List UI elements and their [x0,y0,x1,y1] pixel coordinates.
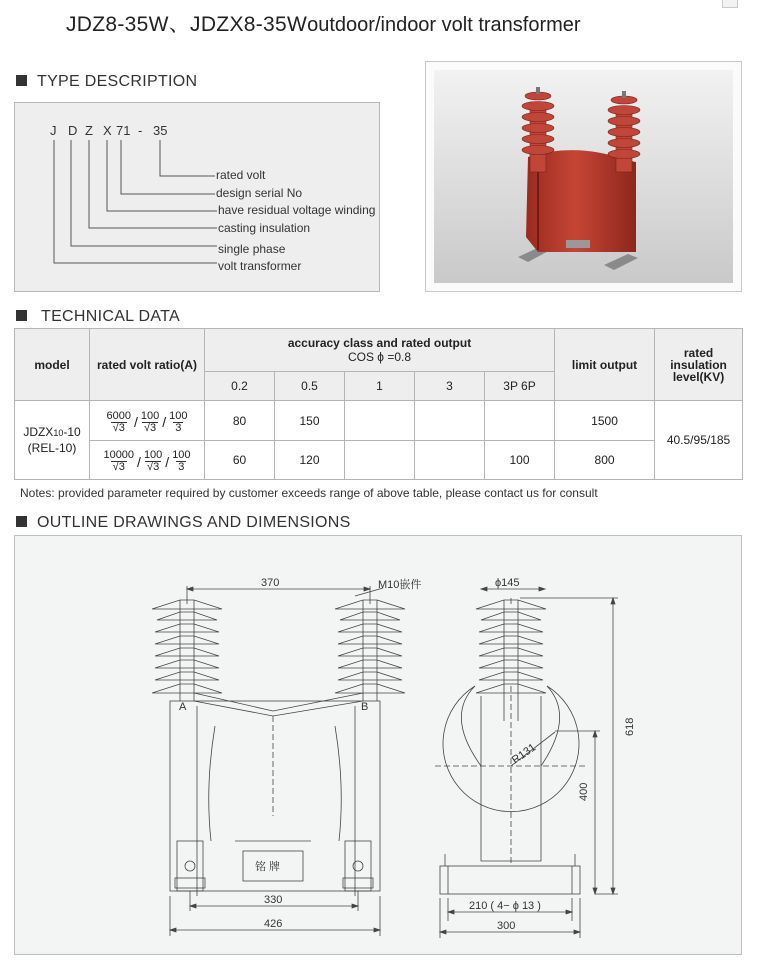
technical-data-table [14,328,743,480]
header-model: model [15,329,90,401]
value-cell: 150 [275,401,345,441]
right-bushing [335,598,405,701]
dim-426: 426 [264,918,283,930]
bullet-square-icon [16,310,27,321]
value-cell: 80 [205,401,275,441]
code-char: X [103,123,112,138]
class-header: 1 [345,372,415,401]
dim-r131: R131 [509,741,539,767]
insulation-cell: 40.5/95/185 [655,401,743,480]
bullet-square-icon [16,75,27,86]
product-photo [426,62,741,291]
class-header: 3P 6P [485,372,555,401]
value-cell: 120 [275,441,345,480]
table-row [15,401,743,441]
technical-data-heading: TECHNICAL DATA [16,308,180,326]
product-photo-frame [425,61,742,292]
table-notes: Notes: provided parameter required by customer exceeds range of above table, please contact us for consult [20,486,598,500]
class-header: 3 [415,372,485,401]
header-limit-output: limit output [555,329,655,401]
value-cell: 60 [205,441,275,480]
title-suffix: outdoor/indoor volt transformer [307,14,581,36]
code-char: J [50,123,57,138]
header-accuracy: accuracy class and rated output COS ϕ =0.8 [205,329,555,372]
terminal-b: B [361,701,369,713]
code-char: 71 [116,123,131,138]
ratio-cell: $\frac{6000}{√3}$ / $\frac{100}{√3}$ / $\frac{100}{3}$ [90,401,205,441]
dim-m10: M10嵌件 [378,579,422,591]
outline-heading: OUTLINE DRAWINGS AND DIMENSIONS [16,514,351,532]
code-char: 35 [153,123,168,138]
value-cell [345,441,415,480]
ratio-cell: $\frac{10000}{√3}$ / $\frac{100}{√3}$ / $\frac{100}{3}$ [90,441,205,480]
dim-210: 210 ( 4− ϕ 13 ) [469,900,541,912]
header-insulation: rated insulation level(KV) [655,329,743,401]
nameplate-label: 铭 牌 [255,861,281,873]
value-cell [345,401,415,441]
dim-400: 400 [578,782,590,801]
label-single-phase: single phase [218,242,286,256]
limit-cell: 1500 [555,401,655,441]
model-cell: JDZX10-10 (REL-10) [15,401,90,480]
type-leader-lines [15,103,381,293]
type-description-heading: TYPE DESCRIPTION [16,73,197,91]
outline-drawing-panel [14,535,742,955]
left-bushing [152,598,222,701]
dim-370: 370 [261,577,280,589]
class-header: 0.2 [205,372,275,401]
class-header: 0.5 [275,372,345,401]
dim-phi145: ϕ145 [495,577,520,589]
corner-mark [722,0,738,8]
type-description-panel [14,102,380,292]
page-title [66,8,581,38]
terminal-a: A [179,701,187,713]
code-char: D [68,123,78,138]
outline-drawing [15,536,741,954]
table-row [15,441,743,480]
dim-330: 330 [264,894,283,906]
value-cell [485,401,555,441]
value-cell [415,441,485,480]
title-models: JDZ8-35W、JDZX8-35W [66,13,308,36]
dim-300: 300 [497,920,516,932]
bullet-square-icon [16,516,27,527]
label-rated-volt: rated volt [216,168,266,182]
code-char: Z [85,123,93,138]
label-casting-insulation: casting insulation [218,221,311,235]
value-cell: 100 [485,441,555,480]
limit-cell: 800 [555,441,655,480]
header-ratio: rated volt ratio(A) [90,329,205,401]
label-volt-transformer: volt transformer [218,259,302,273]
value-cell [415,401,485,441]
label-residual-winding: have residual voltage winding [218,203,376,217]
code-char: - [138,123,143,138]
dim-618: 618 [624,717,636,736]
label-design-serial: design serial No [216,186,303,200]
